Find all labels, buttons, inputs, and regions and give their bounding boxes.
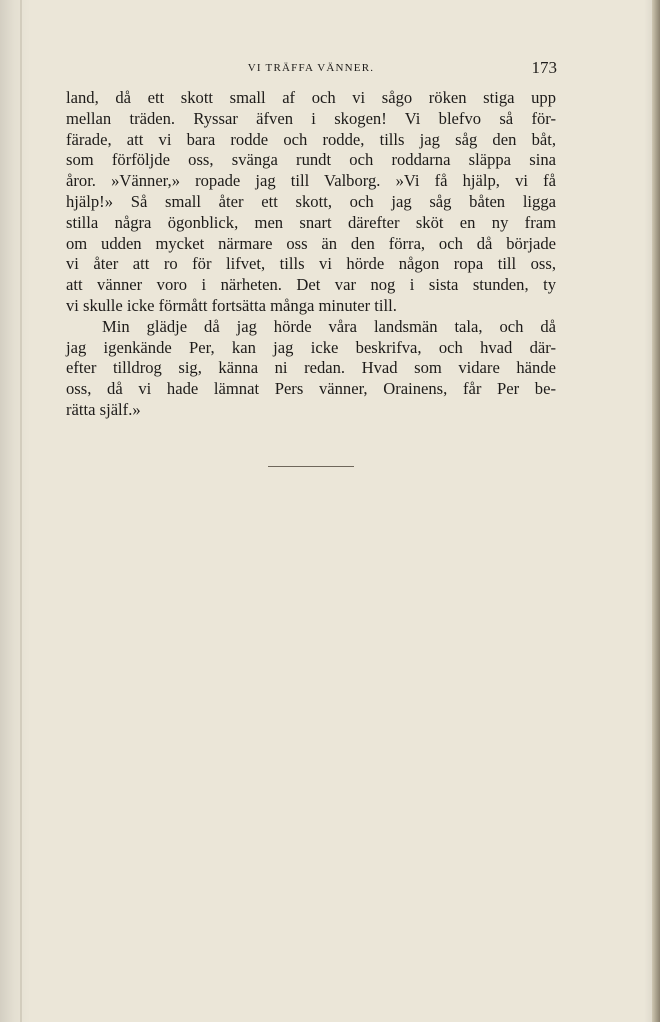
text-line: mellan träden. Ryssar äfven i skogen! Vi blefvo så för-	[66, 108, 556, 128]
running-head	[66, 58, 556, 78]
text-line: efter tilldrog sig, känna ni redan. Hvad som vidare hände	[66, 358, 556, 378]
page-edge-shadow	[652, 0, 660, 1022]
text-line: att vänner voro i närheten. Det var nog i sista stunden, ty	[66, 275, 556, 295]
body-text	[66, 88, 556, 421]
text-line: som förföljde oss, svänga rundt och roddarna släppa sina	[66, 150, 556, 170]
text-line: åror. »Vänner,» ropade jag till Valborg. »Vi få hjälp, vi få	[66, 171, 556, 191]
text-line: hjälp!» Så small åter ett skott, och jag såg båten ligga	[66, 191, 556, 211]
chapter-title: VI TRÄFFA VÄNNER.	[247, 62, 375, 74]
text-line: rätta själf.»	[66, 399, 141, 419]
text-line: vi åter att ro för lifvet, tills vi hörde någon ropa till oss,	[66, 254, 556, 274]
section-end-rule	[268, 466, 354, 467]
text-line: vi skulle icke förmått fortsätta många minuter till.	[66, 295, 397, 315]
text-line: land, då ett skott small af och vi sågo röken stiga upp	[66, 88, 556, 107]
text-line: färade, att vi bara rodde och rodde, tills jag såg den båt,	[66, 129, 556, 149]
page-gutter	[20, 0, 22, 1022]
text-line: stilla några ögonblick, men snart därefter sköt en ny fram	[66, 212, 556, 232]
text-line: om udden mycket närmare oss än den förra, och då började	[66, 233, 556, 253]
text-line: jag igenkände Per, kan jag icke beskrifva, och hvad där-	[66, 337, 556, 357]
page-number: 173	[531, 58, 557, 77]
paragraph-start-line: Min glädje då jag hörde våra landsmän tala, och då	[102, 316, 556, 336]
text-line: oss, då vi hade lämnat Pers vänner, Orainens, får Per be-	[66, 379, 556, 399]
